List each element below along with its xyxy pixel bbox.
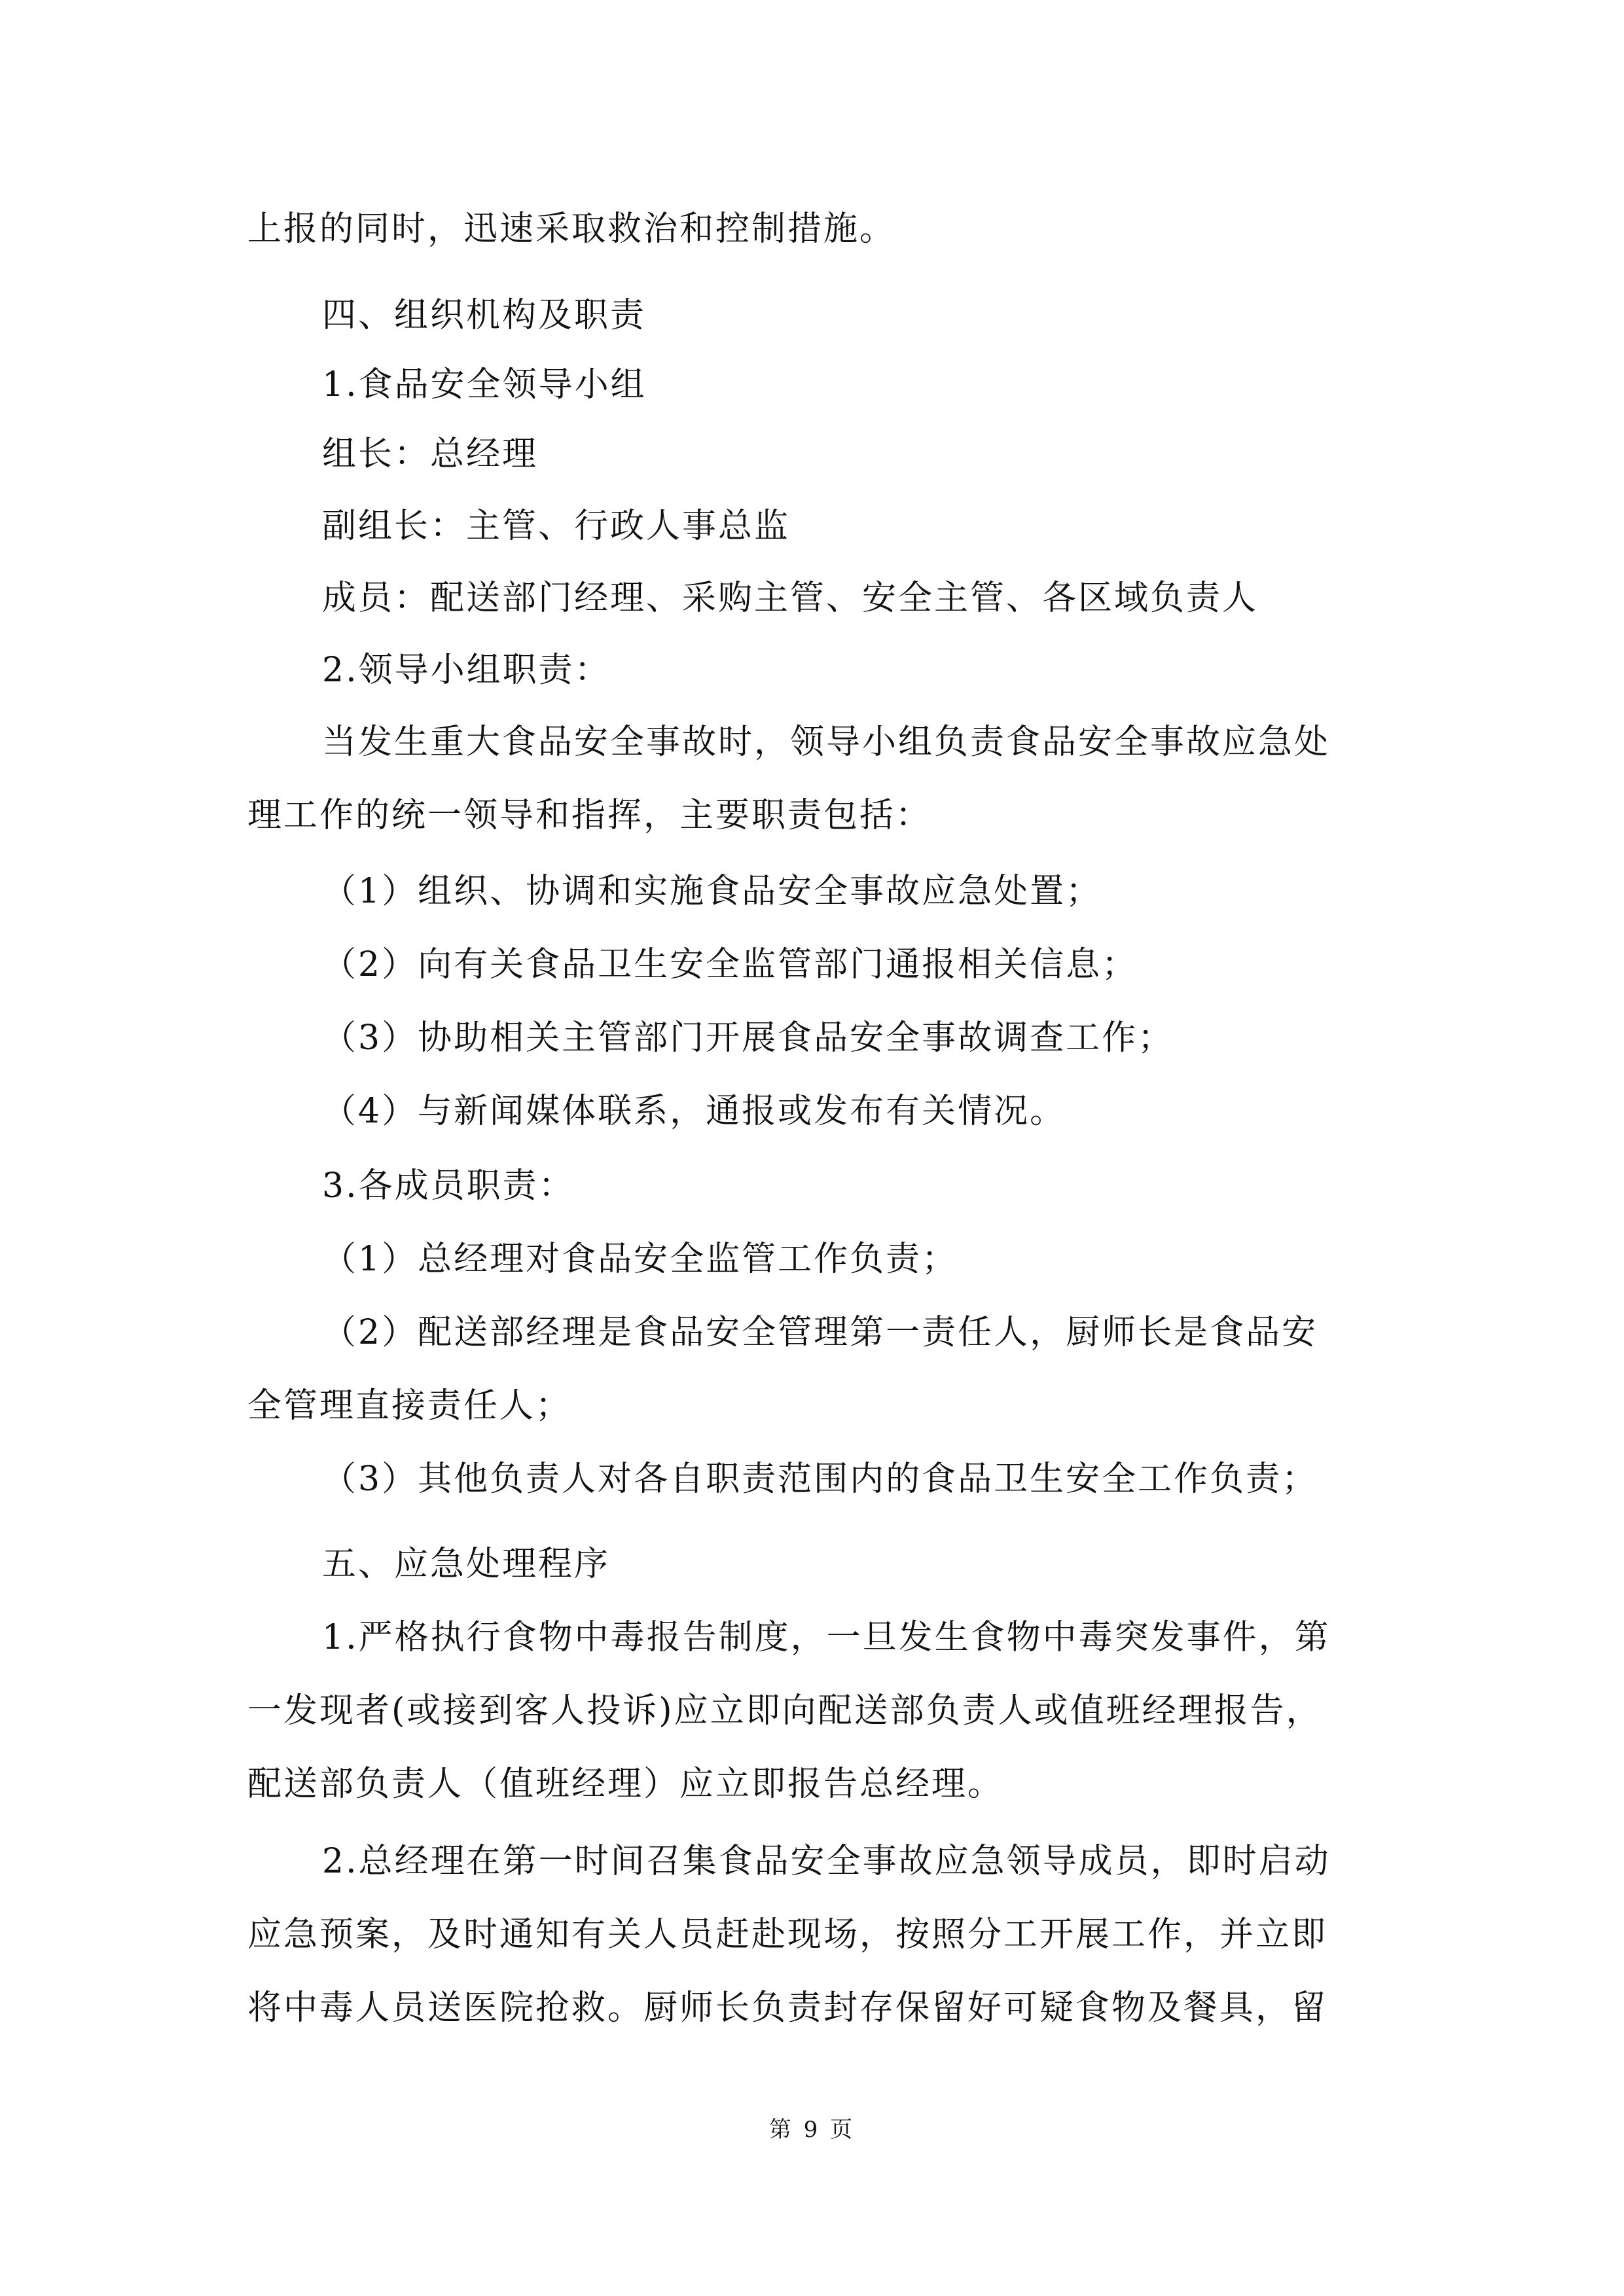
subsection-heading: 1.食品安全领导小组 (322, 365, 647, 404)
paragraph-line: 将中毒人员送医院抢救。厨师长负责封存保留好可疑食物及餐具，留 (247, 1988, 1328, 2028)
list-item: （3）协助相关主管部门开展食品安全事故调查工作； (322, 1018, 1174, 1058)
list-item: （3）其他负责人对各自职责范围内的食品卫生安全工作负责； (322, 1460, 1318, 1499)
paragraph-line: 成员：配送部门经理、采购主管、安全主管、各区域负责人 (322, 579, 1259, 618)
paragraph-line: 2.总经理在第一时间召集食品安全事故应急领导成员，即时启动 (322, 1842, 1331, 1881)
paragraph-line: 副组长：主管、行政人事总监 (322, 507, 791, 546)
paragraph-line: 一发现者(或接到客人投诉)应立即向配送部负责人或值班经理报告， (247, 1691, 1322, 1731)
paragraph-line: 全管理直接责任人； (247, 1386, 572, 1426)
list-item: （2）向有关食品卫生安全监管部门通报相关信息； (322, 945, 1138, 984)
list-item: （4）与新闻媒体联系，通报或发布有关情况。 (322, 1092, 1066, 1131)
paragraph-line: 上报的同时，迅速采取救治和控制措施。 (247, 209, 896, 249)
section-heading: 四、组织机构及职责 (322, 296, 647, 335)
list-item: （1）总经理对食品安全监管工作负责； (322, 1240, 958, 1279)
paragraph-line: 配送部负责人（值班经理）应立即报告总经理。 (247, 1765, 1004, 1804)
paragraph-line: 组长：总经理 (322, 435, 539, 474)
paragraph-line: 理工作的统一领导和指挥，主要职责包括： (247, 796, 932, 835)
page-number: 第 9 页 (768, 2117, 856, 2143)
list-item: （2）配送部经理是食品安全管理第一责任人，厨师长是食品安 (322, 1313, 1318, 1352)
subsection-heading: 3.各成员职责： (322, 1166, 575, 1206)
list-item: （1）组织、协调和实施食品安全事故应急处置； (322, 872, 1102, 911)
section-heading: 五、应急处理程序 (322, 1545, 611, 1584)
paragraph-line: 1.严格执行食物中毒报告制度，一旦发生食物中毒突发事件，第 (322, 1618, 1331, 1657)
paragraph-line: 应急预案，及时通知有关人员赶赴现场，按照分工开展工作，并立即 (247, 1915, 1328, 1954)
paragraph-line: 当发生重大食品安全事故时，领导小组负责食品安全事故应急处 (322, 723, 1331, 762)
subsection-heading: 2.领导小组职责： (322, 651, 611, 690)
